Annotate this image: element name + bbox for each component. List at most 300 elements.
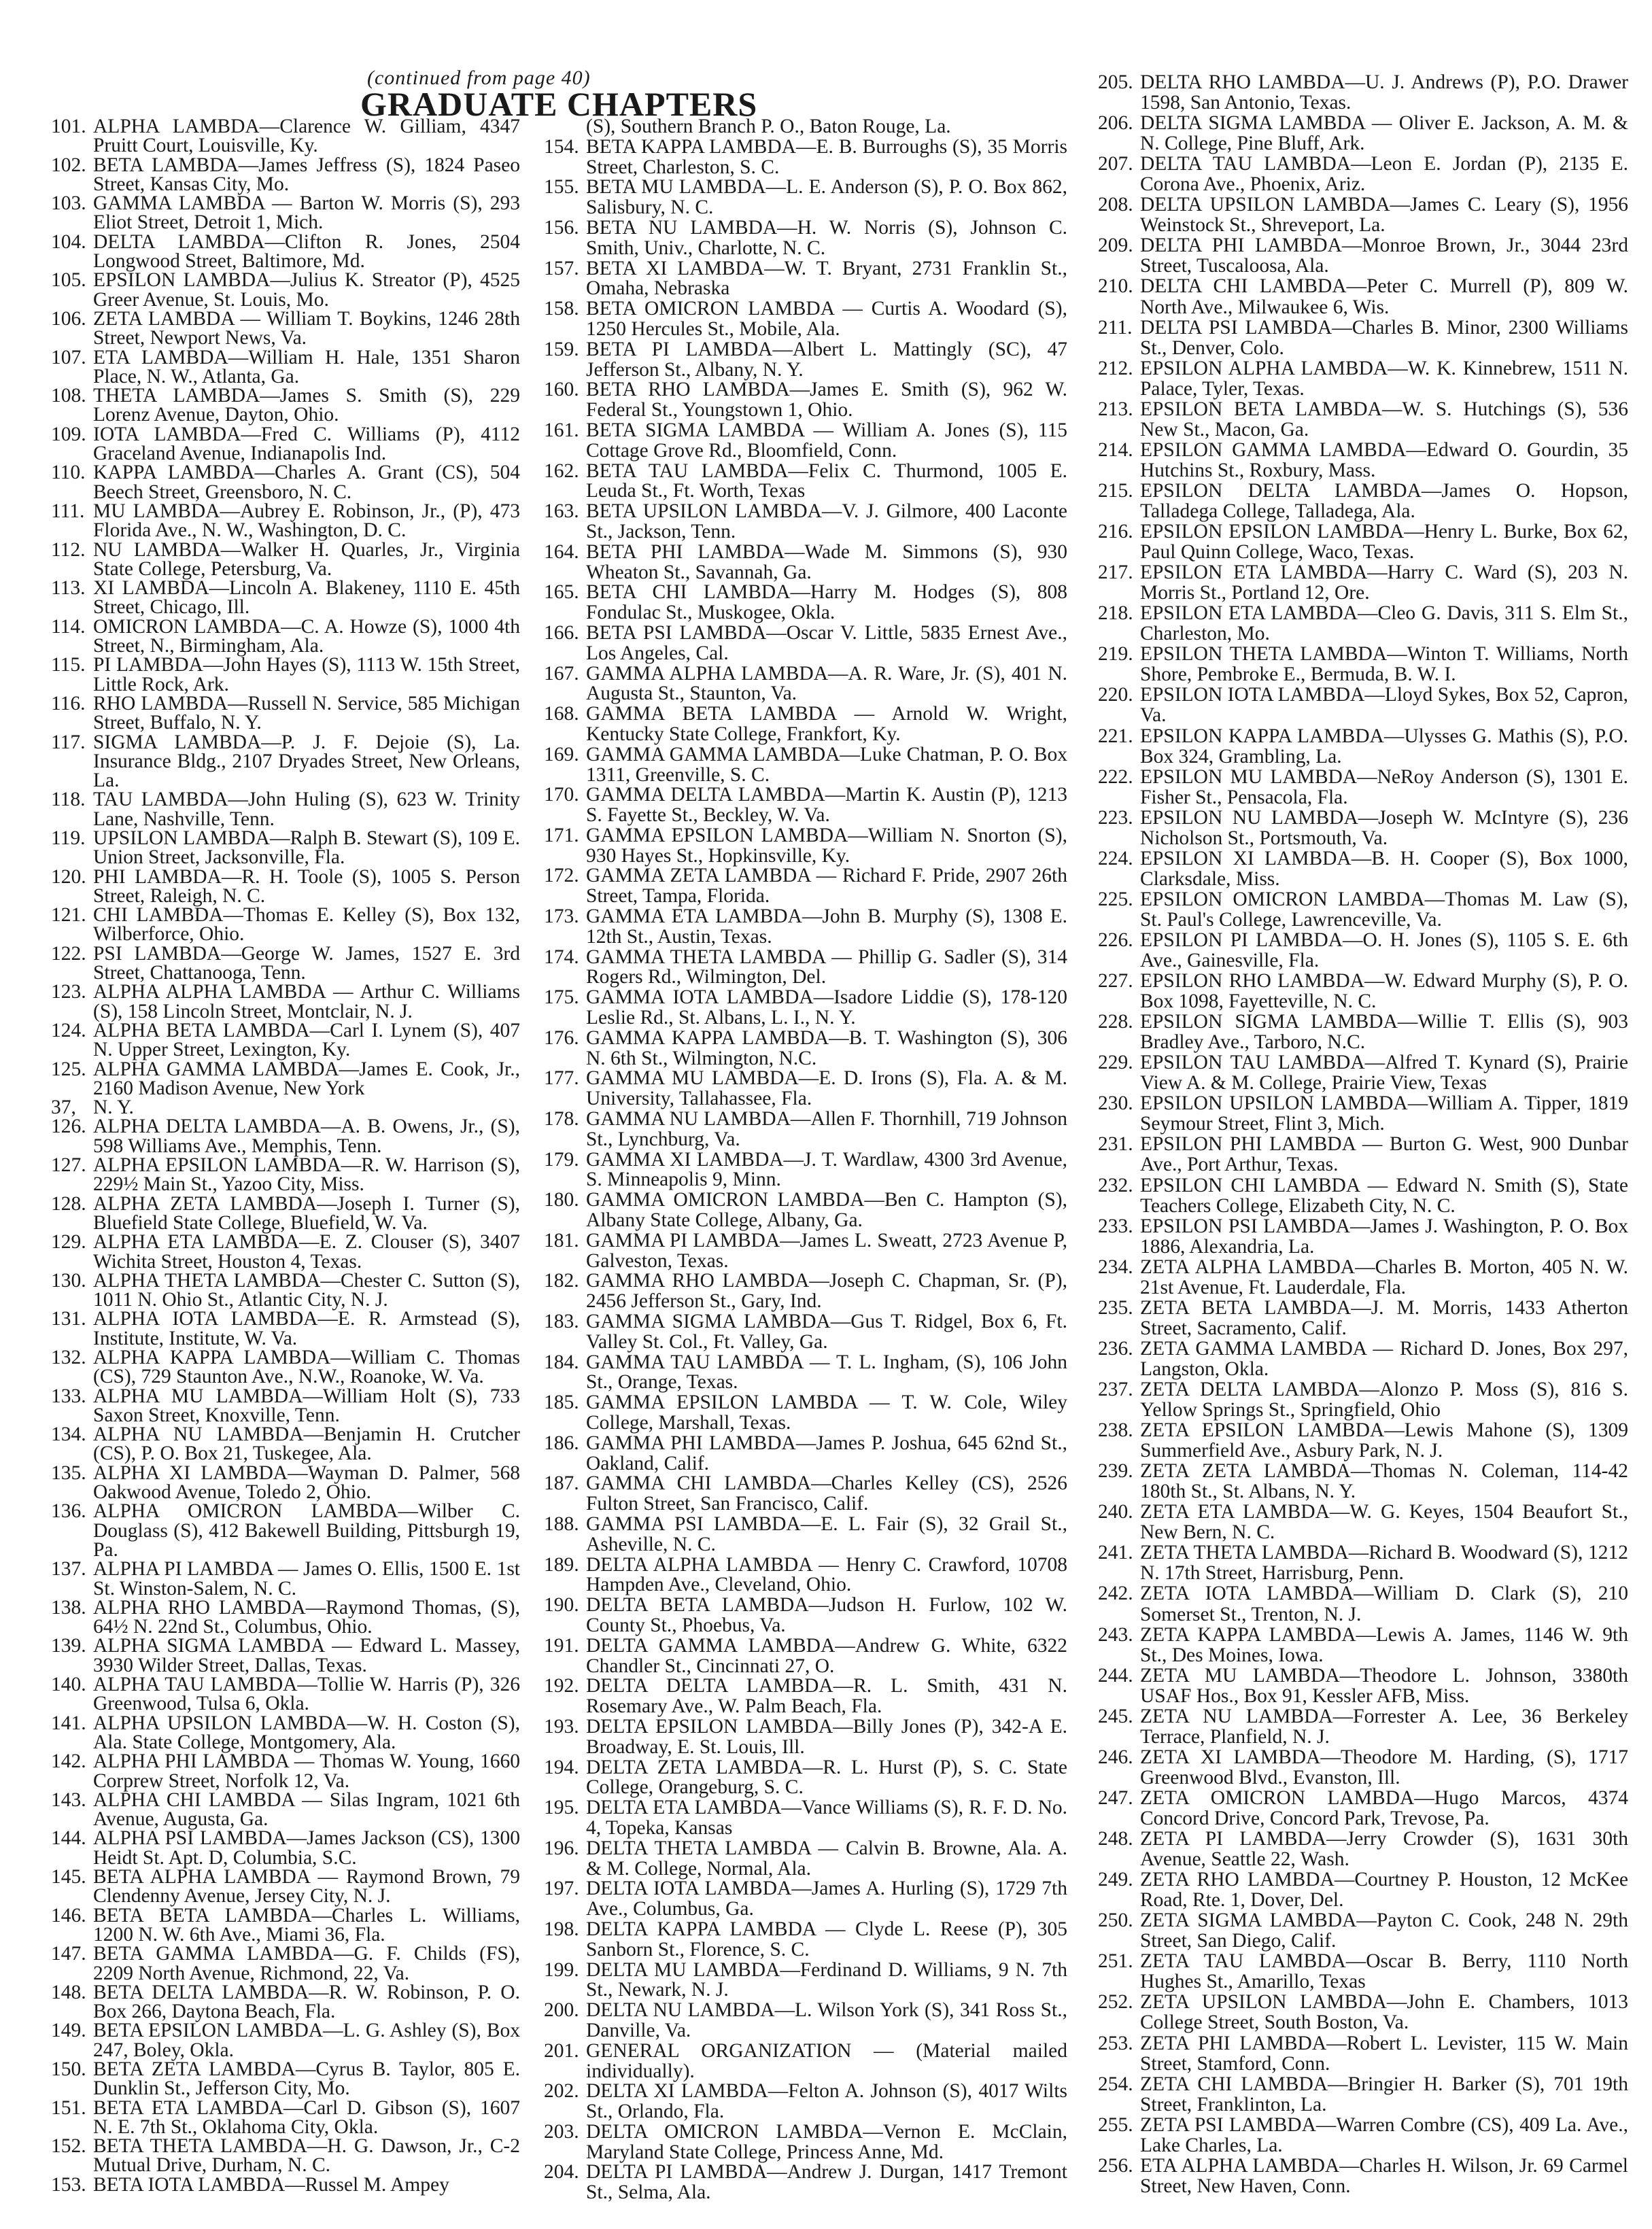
entry-number: 227. — [1098, 970, 1133, 992]
entry-text: EPSILON PI LAMBDA—O. H. Jones (S), 1105 S. E. 6th Ave., Gainesville, Fla. — [1140, 929, 1628, 972]
entry-text: EPSILON KAPPA LAMBDA—Ulysses G. Mathis (S), P.O. Box 324, Grambling, La. — [1140, 725, 1628, 767]
chapter-entry — [51, 1559, 520, 1598]
entry-text: DELTA XI LAMBDA—Felton A. Johnson (S), 4017 Wilts St., Orlando, Fla. — [586, 2080, 1067, 2123]
entry-number: 191. — [544, 1634, 579, 1657]
entry-number: 217. — [1098, 561, 1133, 584]
entry-number: 138. — [51, 1596, 86, 1619]
entry-text: BETA IOTA LAMBDA—Russel M. Ampey — [93, 2173, 449, 2196]
chapter-entry — [544, 1353, 1067, 1394]
entry-text: GAMMA ETA LAMBDA—John B. Murphy (S), 1308 E. 12th St., Austin, Texas. — [586, 905, 1067, 948]
entry-text: EPSILON ETA LAMBDA—Harry C. Ward (S), 203 N. Morris St., Portland 12, Ore. — [1140, 561, 1628, 604]
entry-text: BETA BETA LAMBDA—Charles L. Williams, 1200 N. W. 6th Ave., Miami 36, Fla. — [93, 1904, 520, 1946]
entry-number: 242. — [1098, 1583, 1133, 1605]
entry-text: ALPHA IOTA LAMBDA—E. R. Armstead (S), Institute, Institute, W. Va. — [93, 1308, 520, 1349]
entry-text: ZETA TAU LAMBDA—Oscar B. Berry, 1110 North Hughes St., Amarillo, Texas — [1140, 1950, 1628, 1993]
entry-text: BETA SIGMA LAMBDA — William A. Jones (S), 115 Cottage Grove Rd., Bloomfield, Conn. — [586, 419, 1067, 462]
entry-number: 162. — [544, 460, 579, 482]
entry-text: GAMMA RHO LAMBDA—Joseph C. Chapman, Sr. (P), 2456 Jefferson St., Gary, Ind. — [586, 1270, 1067, 1313]
entry-number: 117. — [51, 731, 86, 753]
entry-text: EPSILON NU LAMBDA—Joseph W. McIntyre (S), 236 Nicholson St., Portsmouth, Va. — [1140, 806, 1628, 849]
chapter-entry — [1098, 1012, 1628, 1052]
entry-number: 193. — [544, 1715, 579, 1738]
entry-text: BETA DELTA LAMBDA—R. W. Robinson, P. O. Box 266, Daytona Beach, Fla. — [93, 1981, 520, 2023]
chapter-entry — [544, 421, 1067, 462]
entry-number: 213. — [1098, 398, 1133, 420]
entry-number: 232. — [1098, 1174, 1133, 1196]
entry-text: EPSILON EPSILON LAMBDA—Henry L. Burke, Box 62, Paul Quinn College, Waco, Texas. — [1140, 521, 1628, 564]
entry-number: 206. — [1098, 112, 1133, 135]
entry-number: 106. — [51, 307, 86, 330]
entry-number: 157. — [544, 257, 579, 279]
entry-number: 234. — [1098, 1256, 1133, 1278]
entry-number: 167. — [544, 662, 579, 685]
entry-number: 196. — [544, 1837, 579, 1859]
entry-number: 156. — [544, 216, 579, 239]
chapter-entry — [544, 623, 1067, 664]
entry-text: DELTA MU LAMBDA—Ferdinand D. Williams, 9 N. 7th St., Newark, N. J. — [586, 1958, 1067, 2001]
chapter-entry — [51, 2098, 520, 2137]
entry-text: MU LAMBDA—Aubrey E. Robinson, Jr., (P), 473 Florida Ave., N. W., Washington, D. C. — [93, 500, 520, 542]
chapter-entry — [544, 218, 1067, 259]
chapter-entry — [51, 1060, 520, 1099]
chapter-entry — [51, 1098, 520, 1117]
chapter-entry — [1098, 1052, 1628, 1093]
entry-text: DELTA PI LAMBDA—Andrew J. Durgan, 1417 Tremont St., Selma, Ala. — [586, 2161, 1067, 2204]
chapter-entry — [544, 1190, 1067, 1231]
chapter-entry — [51, 694, 520, 733]
entry-text: ZETA UPSILON LAMBDA—John E. Chambers, 1013 College Street, South Boston, Va. — [1140, 1991, 1628, 2034]
entry-number: 255. — [1098, 2113, 1133, 2136]
entry-number: 216. — [1098, 521, 1133, 543]
entry-number: 183. — [544, 1311, 579, 1333]
chapter-entry — [544, 948, 1067, 988]
entry-text: EPSILON PSI LAMBDA—James J. Washington, P. O. Box 1886, Alexandria, La. — [1140, 1215, 1628, 1258]
entry-number: 105. — [51, 269, 86, 292]
entry-number: 129. — [51, 1231, 86, 1254]
entry-number: 205. — [1098, 71, 1133, 93]
entry-text: EPSILON ALPHA LAMBDA—W. K. Kinnebrew, 1511 N. Palace, Tyler, Texas. — [1140, 357, 1628, 400]
chapter-entry — [1098, 930, 1628, 971]
chapter-entry — [51, 982, 520, 1021]
entry-text: DELTA RHO LAMBDA—U. J. Andrews (P), P.O. Drawer 1598, San Antonio, Texas. — [1140, 71, 1628, 114]
entry-number: 250. — [1098, 1910, 1133, 1932]
entry-number: 115. — [51, 654, 86, 676]
entry-number: 145. — [51, 1866, 86, 1888]
entry-text: BETA LAMBDA—James Jeffress (S), 1824 Paseo Street, Kansas City, Mo. — [93, 154, 520, 195]
entry-number: 104. — [51, 230, 86, 253]
chapter-entry — [1098, 1992, 1628, 2033]
entry-text: DELTA GAMMA LAMBDA—Andrew G. White, 6322 Chandler St., Cincinnati 27, O. — [586, 1634, 1067, 1677]
entry-number: 254. — [1098, 2073, 1133, 2095]
entry-text: GAMMA OMICRON LAMBDA—Ben C. Hampton (S), Albany State College, Albany, Ga. — [586, 1189, 1067, 1232]
chapter-entry — [51, 271, 520, 309]
chapter-entry — [51, 1906, 520, 1945]
entry-text: ALPHA ZETA LAMBDA—Joseph I. Turner (S), Bluefield State College, Bluefield, W. Va. — [93, 1192, 520, 1234]
entry-number: 225. — [1098, 888, 1133, 910]
entry-number: 237. — [1098, 1379, 1133, 1400]
entry-text: ALPHA SIGMA LAMBDA — Edward L. Massey, 3930 Wilder Street, Dallas, Texas. — [93, 1635, 520, 1676]
chapter-entry — [51, 1791, 520, 1829]
entry-number: 176. — [544, 1026, 579, 1049]
entry-text: PHI LAMBDA—R. H. Toole (S), 1005 S. Person Street, Raleigh, N. C. — [93, 865, 520, 907]
entry-number: 123. — [51, 981, 86, 1003]
chapter-entry — [51, 502, 520, 540]
chapter-entry — [544, 1069, 1067, 1109]
entry-text: DELTA TAU LAMBDA—Leon E. Jordan (P), 2135 E. Corona Ave., Phoenix, Ariz. — [1140, 153, 1628, 196]
entry-text: ZETA GAMMA LAMBDA — Richard D. Jones, Box 297, Langston, Okla. — [1140, 1337, 1628, 1380]
entry-text: GAMMA PSI LAMBDA—E. L. Fair (S), 32 Grail St., Asheville, N. C. — [586, 1513, 1067, 1555]
chapter-entry — [544, 137, 1067, 178]
entry-number: 118. — [51, 789, 86, 811]
chapter-entry — [1098, 113, 1628, 154]
entry-text: ETA ALPHA LAMBDA—Charles H. Wilson, Jr. 69 Carmel Street, New Haven, Conn. — [1140, 2154, 1628, 2197]
entry-number: 246. — [1098, 1746, 1133, 1768]
entry-number: 201. — [544, 2039, 579, 2062]
chapter-entry — [1098, 562, 1628, 603]
entry-text: ZETA EPSILON LAMBDA—Lewis Mahone (S), 1309 Summerfield Ave., Asbury Park, N. J. — [1140, 1419, 1628, 1462]
entry-text: GAMMA BETA LAMBDA — Arnold W. Wright, Kentucky State College, Frankfort, Ky. — [586, 703, 1067, 745]
entry-number: 236. — [1098, 1337, 1133, 1360]
entry-number: 251. — [1098, 1950, 1133, 1973]
entry-text: ALPHA OMICRON LAMBDA—Wilber C. Douglass (S), 412 Bakewell Building, Pittsburgh 19, Pa. — [93, 1500, 520, 1561]
entry-text: CHI LAMBDA—Thomas E. Kelley (S), Box 132, Wilberforce, Ohio. — [93, 904, 520, 946]
entry-text: EPSILON THETA LAMBDA—Winton T. Williams, North Shore, Pembroke E., Bermuda, B. W. I. — [1140, 643, 1628, 686]
entry-number: 218. — [1098, 602, 1133, 625]
chapter-entry — [544, 1109, 1067, 1150]
entry-number: 163. — [544, 500, 579, 523]
entry-number: 173. — [544, 905, 579, 928]
entry-text: EPSILON MU LAMBDA—NeRoy Anderson (S), 1301 E. Fisher St., Pensacola, Fla. — [1140, 765, 1628, 808]
entry-number: 185. — [544, 1392, 579, 1414]
entry-text: BETA THETA LAMBDA—H. G. Dawson, Jr., C-2 Mutual Drive, Durham, N. C. — [93, 2135, 520, 2177]
chapter-entry — [1098, 971, 1628, 1012]
entry-number: 160. — [544, 379, 579, 401]
chapter-entry — [1098, 1869, 1628, 1910]
chapter-entry — [544, 1595, 1067, 1636]
chapter-entry — [51, 1021, 520, 1060]
entry-text: GAMMA IOTA LAMBDA—Isadore Liddie (S), 178-120 Leslie Rd., St. Albans, L. I., N. Y. — [586, 986, 1067, 1029]
entry-number: 204. — [544, 2161, 579, 2183]
entry-number: 198. — [544, 1918, 579, 1940]
entry-number: 171. — [544, 824, 579, 846]
entry-number: 149. — [51, 2020, 86, 2042]
chapter-entry — [544, 1920, 1067, 1960]
entry-number: 164. — [544, 540, 579, 563]
chapter-entry — [51, 867, 520, 906]
entry-number: 103. — [51, 192, 86, 215]
chapter-entry — [544, 745, 1067, 786]
entry-number: 252. — [1098, 1991, 1133, 2014]
chapter-entry — [1098, 1542, 1628, 1583]
chapter-entry — [544, 988, 1067, 1029]
chapter-entry — [1098, 1379, 1628, 1420]
entry-number: 169. — [544, 743, 579, 765]
entry-number: 133. — [51, 1385, 86, 1407]
entry-text: ZETA LAMBDA — William T. Boykins, 1246 28th Street, Newport News, Va. — [93, 307, 520, 349]
entry-text: GAMMA EPSILON LAMBDA—William N. Snorton (S), 930 Hayes St., Hopkinsville, Ky. — [586, 824, 1067, 867]
chapter-entry — [51, 2060, 520, 2098]
chapter-entry — [51, 1117, 520, 1156]
chapter-entry — [1098, 889, 1628, 930]
chapter-entry — [544, 542, 1067, 583]
chapter-entry — [544, 907, 1067, 948]
entry-number: 182. — [544, 1270, 579, 1292]
entry-number: 140. — [51, 1674, 86, 1696]
entry-number: 109. — [51, 423, 86, 445]
entry-text: ZETA MU LAMBDA—Theodore L. Johnson, 3380th USAF Hos., Box 91, Kessler AFB, Miss. — [1140, 1664, 1628, 1707]
chapter-entry — [544, 1150, 1067, 1191]
chapter-entry — [51, 1752, 520, 1791]
entry-number: 165. — [544, 581, 579, 604]
chapter-entry — [1098, 1625, 1628, 1665]
entry-text: ALPHA NU LAMBDA—Benjamin H. Crutcher (CS), P. O. Box 21, Tuskegee, Ala. — [93, 1423, 520, 1465]
entry-number: 222. — [1098, 765, 1133, 788]
entry-text: ALPHA CHI LAMBDA — Silas Ingram, 1021 6th Avenue, Augusta, Ga. — [93, 1789, 520, 1831]
chapter-entry — [1098, 2074, 1628, 2115]
entry-text: KAPPA LAMBDA—Charles A. Grant (CS), 504 Beech Street, Greensboro, N. C. — [93, 462, 520, 503]
entry-text: ALPHA PI LAMBDA — James O. Ellis, 1500 E. 1st St. Winston-Salem, N. C. — [93, 1558, 520, 1600]
entry-text: EPSILON LAMBDA—Julius K. Streator (P), 4525 Greer Avenue, St. Louis, Mo. — [93, 269, 520, 311]
chapter-entry — [1098, 2156, 1628, 2196]
entry-text: EPSILON OMICRON LAMBDA—Thomas M. Law (S), St. Paul's College, Lawrenceville, Va. — [1140, 888, 1628, 931]
entry-number: 200. — [544, 1999, 579, 2022]
chapter-entry — [1098, 2033, 1628, 2074]
entry-text: GAMMA ALPHA LAMBDA—A. R. Ware, Jr. (S), 401 N. Augusta St., Staunton, Va. — [586, 662, 1067, 705]
chapter-entry — [51, 790, 520, 829]
entry-text: GAMMA DELTA LAMBDA—Martin K. Austin (P), 1213 S. Fayette St., Beckley, W. Va. — [586, 784, 1067, 827]
chapter-entry — [1098, 440, 1628, 481]
entry-number: 161. — [544, 419, 579, 441]
entry-number: 155. — [544, 176, 579, 198]
entry-text: GAMMA LAMBDA — Barton W. Morris (S), 293 Eliot Street, Detroit 1, Mich. — [93, 192, 520, 234]
entry-number: 119. — [51, 827, 86, 849]
entry-text: ETA LAMBDA—William H. Hale, 1351 Sharon Place, N. W., Atlanta, Ga. — [93, 346, 520, 387]
chapter-entry — [51, 2021, 520, 2060]
entry-number: 166. — [544, 621, 579, 644]
entry-number: 122. — [51, 942, 86, 965]
entry-number: 137. — [51, 1558, 86, 1580]
entry-text: EPSILON BETA LAMBDA—W. S. Hutchings (S), 536 New St., Macon, Ga. — [1140, 398, 1628, 440]
entry-number: 231. — [1098, 1133, 1133, 1156]
chapter-entry — [51, 232, 520, 271]
entry-text: DELTA BETA LAMBDA—Judson H. Furlow, 102 W. County St., Phoebus, Va. — [586, 1594, 1067, 1636]
entry-number: 238. — [1098, 1419, 1133, 1442]
chapter-entry — [1098, 603, 1628, 644]
entry-text: ZETA SIGMA LAMBDA—Payton C. Cook, 248 N. 29th Street, San Diego, Calif. — [1140, 1910, 1628, 1952]
entry-text: GAMMA TAU LAMBDA — T. L. Ingham, (S), 106 John St., Orange, Texas. — [586, 1351, 1067, 1394]
entry-number: 110. — [51, 462, 86, 484]
entry-text: ALPHA LAMBDA—Clarence W. Gilliam, 4347 Pruitt Court, Louisville, Ky. — [93, 116, 520, 157]
entry-text: BETA KAPPA LAMBDA—E. B. Burroughs (S), 35 Morris Street, Charleston, S. C. — [586, 135, 1067, 178]
chapter-entry — [544, 340, 1067, 381]
entry-text: DELTA NU LAMBDA—L. Wilson York (S), 341 Ross St., Danville, Va. — [586, 1999, 1067, 2041]
chapter-entry — [1098, 1175, 1628, 1216]
entry-text: ZETA ALPHA LAMBDA—Charles B. Morton, 405 N. W. 21st Avenue, Ft. Lauderdale, Fla. — [1140, 1256, 1628, 1298]
chapter-entry — [51, 1636, 520, 1675]
chapter-entry — [51, 463, 520, 502]
chapter-entry — [1098, 685, 1628, 725]
entry-text: GAMMA GAMMA LAMBDA—Luke Chatman, P. O. Box 1311, Greenville, S. C. — [586, 743, 1067, 786]
entry-text: ZETA KAPPA LAMBDA—Lewis A. James, 1146 W. 9th St., Des Moines, Iowa. — [1140, 1623, 1628, 1666]
entry-number: 124. — [51, 1019, 86, 1041]
chapter-entry — [544, 866, 1067, 907]
entry-number: 214. — [1098, 438, 1133, 461]
entry-number: 175. — [544, 986, 579, 1009]
entry-number: 233. — [1098, 1215, 1133, 1237]
entry-number: 170. — [544, 784, 579, 806]
entry-text: BETA ETA LAMBDA—Carl D. Gibson (S), 1607 N. E. 7th St., Oklahoma City, Okla. — [93, 2096, 520, 2138]
chapter-entry — [1098, 481, 1628, 521]
chapter-entry — [544, 1717, 1067, 1758]
entry-text: GAMMA PHI LAMBDA—James P. Joshua, 645 62nd St., Oakland, Calif. — [586, 1432, 1067, 1474]
entry-text: GAMMA NU LAMBDA—Allen F. Thornhill, 719 Johnson St., Lynchburg, Va. — [586, 1108, 1067, 1150]
entry-number: 153. — [51, 2173, 86, 2196]
entry-number: 192. — [544, 1675, 579, 1697]
entry-number: 186. — [544, 1432, 579, 1454]
entry-text: ZETA PSI LAMBDA—Warren Combre (CS), 409 La. Ave., Lake Charles, La. — [1140, 2113, 1628, 2156]
chapter-entry — [544, 704, 1067, 745]
chapter-entry — [51, 1425, 520, 1464]
entry-number: 181. — [544, 1229, 579, 1251]
entry-number: 177. — [544, 1067, 579, 1090]
entry-text: BETA PI LAMBDA—Albert L. Mattingly (SC), 47 Jefferson St., Albany, N. Y. — [586, 338, 1067, 381]
entry-text: ALPHA MU LAMBDA—William Holt (S), 733 Saxon Street, Knoxville, Tenn. — [93, 1385, 520, 1426]
chapter-entry — [1098, 1093, 1628, 1134]
entry-text: GAMMA XI LAMBDA—J. T. Wardlaw, 4300 3rd Avenue, S. Minneapolis 9, Minn. — [586, 1148, 1067, 1191]
entry-number: 243. — [1098, 1623, 1133, 1646]
entry-number: 178. — [544, 1108, 579, 1130]
entry-number: 168. — [544, 703, 579, 725]
entry-number: 221. — [1098, 725, 1133, 747]
entry-text: ZETA DELTA LAMBDA—Alonzo P. Moss (S), 816 S. Yellow Springs St., Springfield, Ohio — [1140, 1379, 1628, 1421]
entry-text: BETA CHI LAMBDA—Harry M. Hodges (S), 808 Fondulac St., Muskogee, Okla. — [586, 581, 1067, 624]
chapter-entry — [544, 1312, 1067, 1353]
entry-text: ALPHA EPSILON LAMBDA—R. W. Harrison (S), 229½ Main St., Yazoo City, Miss. — [93, 1154, 520, 1196]
chapter-entry — [1098, 726, 1628, 767]
chapter-entry — [1098, 1788, 1628, 1829]
chapter-entry — [544, 299, 1067, 340]
entry-text: ALPHA DELTA LAMBDA—A. B. Owens, Jr., (S), 598 Williams Ave., Memphis, Tenn. — [93, 1116, 520, 1157]
entry-number: 144. — [51, 1827, 86, 1850]
entry-text: DELTA ALPHA LAMBDA — Henry C. Crawford, 10708 Hampden Ave., Cleveland, Ohio. — [586, 1553, 1067, 1596]
entry-number: 139. — [51, 1635, 86, 1657]
chapter-entry — [1098, 1298, 1628, 1338]
entry-text: ZETA OMICRON LAMBDA—Hugo Marcos, 4374 Concord Drive, Concord Park, Trevose, Pa. — [1140, 1786, 1628, 1829]
entry-text: BETA GAMMA LAMBDA—G. F. Childs (FS), 2209 North Avenue, Richmond, 22, Va. — [93, 1943, 520, 1984]
entry-number: 108. — [51, 385, 86, 407]
chapter-entry — [544, 1474, 1067, 1515]
chapter-entry — [1098, 399, 1628, 440]
chapter-entry — [51, 425, 520, 464]
entry-text: DELTA THETA LAMBDA — Calvin B. Browne, Ala. A. & M. College, Normal, Ala. — [586, 1837, 1067, 1880]
entry-number: 202. — [544, 2080, 579, 2103]
entry-text: DELTA CHI LAMBDA—Peter C. Murrell (P), 809 W. North Ave., Milwaukee 6, Wis. — [1140, 275, 1628, 318]
entry-number: 134. — [51, 1423, 86, 1446]
entry-text: EPSILON GAMMA LAMBDA—Edward O. Gourdin, 35 Hutchins St., Roxbury, Mass. — [1140, 438, 1628, 481]
entry-number: 240. — [1098, 1501, 1133, 1523]
entry-number: 212. — [1098, 357, 1133, 379]
entry-text: ALPHA PSI LAMBDA—James Jackson (CS), 1300 Heidt St. Apt. D, Columbia, S.C. — [93, 1827, 520, 1869]
entry-text: EPSILON IOTA LAMBDA—Lloyd Sykes, Box 52, Capron, Va. — [1140, 684, 1628, 727]
chapter-entry — [544, 1515, 1067, 1555]
entry-number: 128. — [51, 1192, 86, 1215]
entry-text: ZETA XI LAMBDA—Theodore M. Harding, (S), 1717 Greenwood Blvd., Evanston, Ill. — [1140, 1746, 1628, 1789]
chapter-entry — [544, 177, 1067, 218]
entry-text: DELTA ZETA LAMBDA—R. L. Hurst (P), S. C. State College, Orangeburg, S. C. — [586, 1756, 1067, 1799]
page-title: GRADUATE CHAPTERS — [360, 85, 758, 123]
chapter-entry — [1098, 1706, 1628, 1747]
chapter-entry — [1098, 1338, 1628, 1379]
chapter-entry — [544, 1879, 1067, 1920]
entry-number: 197. — [544, 1878, 579, 1900]
entry-number: 152. — [51, 2135, 86, 2158]
entry-text: ALPHA ALPHA LAMBDA — Arthur C. Williams (S), 158 Lincoln Street, Montclair, N. J. — [93, 981, 520, 1022]
entry-number: 127. — [51, 1154, 86, 1177]
entry-text: ALPHA BETA LAMBDA—Carl I. Lynem (S), 407 N. Upper Street, Lexington, Ky. — [93, 1019, 520, 1061]
entry-text: ZETA ZETA LAMBDA—Thomas N. Coleman, 114-42 180th St., St. Albans, N. Y. — [1140, 1460, 1628, 1503]
entry-text: ALPHA RHO LAMBDA—Raymond Thomas, (S), 64½ N. 22nd St., Columbus, Ohio. — [93, 1596, 520, 1638]
entry-text: NU LAMBDA—Walker H. Quarles, Jr., Virginia State College, Petersburg, Va. — [93, 538, 520, 580]
chapter-entry — [1098, 154, 1628, 194]
chapter-entry — [544, 2162, 1067, 2203]
entry-number: 125. — [51, 1058, 86, 1080]
entry-text: (S), Southern Branch P. O., Baton Rouge, La. — [586, 116, 951, 137]
chapter-entry — [51, 1829, 520, 1867]
entry-text: ZETA PHI LAMBDA—Robert L. Levister, 115 W. Main Street, Stamford, Conn. — [1140, 2032, 1628, 2075]
entry-text: GAMMA MU LAMBDA—E. D. Irons (S), Fla. A. & M. University, Tallahassee, Fla. — [586, 1067, 1067, 1110]
chapter-entry — [544, 826, 1067, 867]
entry-text: ZETA RHO LAMBDA—Courtney P. Houston, 12 McKee Road, Rte. 1, Dover, Del. — [1140, 1869, 1628, 1912]
entry-number: 130. — [51, 1269, 86, 1292]
entry-text: GAMMA SIGMA LAMBDA—Gus T. Ridgel, Box 6, Ft. Valley St. Col., Ft. Valley, Ga. — [586, 1311, 1067, 1353]
entry-text: ZETA PI LAMBDA—Jerry Crowder (S), 1631 30th Avenue, Seattle 22, Wash. — [1140, 1828, 1628, 1871]
entry-number: 154. — [544, 135, 579, 158]
chapter-entry — [1098, 1420, 1628, 1461]
entry-text: PI LAMBDA—John Hayes (S), 1113 W. 15th Street, Little Rock, Ark. — [93, 654, 520, 695]
chapter-entry — [544, 1960, 1067, 2001]
entry-number: 136. — [51, 1500, 86, 1523]
chapter-entry — [1098, 1665, 1628, 1706]
chapter-entry — [1098, 317, 1628, 358]
continued-note: (continued from page 40) — [367, 67, 591, 89]
chapter-entry — [51, 2137, 520, 2175]
chapter-entry — [51, 540, 520, 579]
entry-text: DELTA PSI LAMBDA—Charles B. Minor, 2300 Williams St., Denver, Colo. — [1140, 316, 1628, 359]
entry-number: 121. — [51, 904, 86, 927]
entry-number: 187. — [544, 1472, 579, 1495]
chapter-entry — [51, 117, 520, 156]
entry-text: THETA LAMBDA—James S. Smith (S), 229 Lorenz Avenue, Dayton, Ohio. — [93, 385, 520, 426]
entry-number: 158. — [544, 298, 579, 320]
entry-number: 219. — [1098, 643, 1133, 666]
chapter-entry — [1098, 767, 1628, 808]
entry-text: EPSILON DELTA LAMBDA—James O. Hopson, Talladega College, Talladega, Ala. — [1140, 479, 1628, 522]
entry-number: 244. — [1098, 1664, 1133, 1687]
chapter-entry — [51, 156, 520, 194]
entry-number: 159. — [544, 338, 579, 360]
chapter-entry — [544, 2122, 1067, 2163]
entry-number: 241. — [1098, 1542, 1133, 1564]
entry-number: 256. — [1098, 2154, 1133, 2177]
chapter-entry — [51, 1944, 520, 1983]
entry-number: 113. — [51, 577, 86, 600]
chapter-entry — [51, 1675, 520, 1714]
entry-number: 223. — [1098, 806, 1133, 829]
entry-number: 188. — [544, 1513, 579, 1535]
chapter-entry — [51, 1867, 520, 1906]
entry-text: EPSILON XI LAMBDA—B. H. Cooper (S), Box 1000, Clarksdale, Miss. — [1140, 847, 1628, 890]
entry-text: EPSILON CHI LAMBDA — Edward N. Smith (S), State Teachers College, Elizabeth City, N. C. — [1140, 1174, 1628, 1217]
